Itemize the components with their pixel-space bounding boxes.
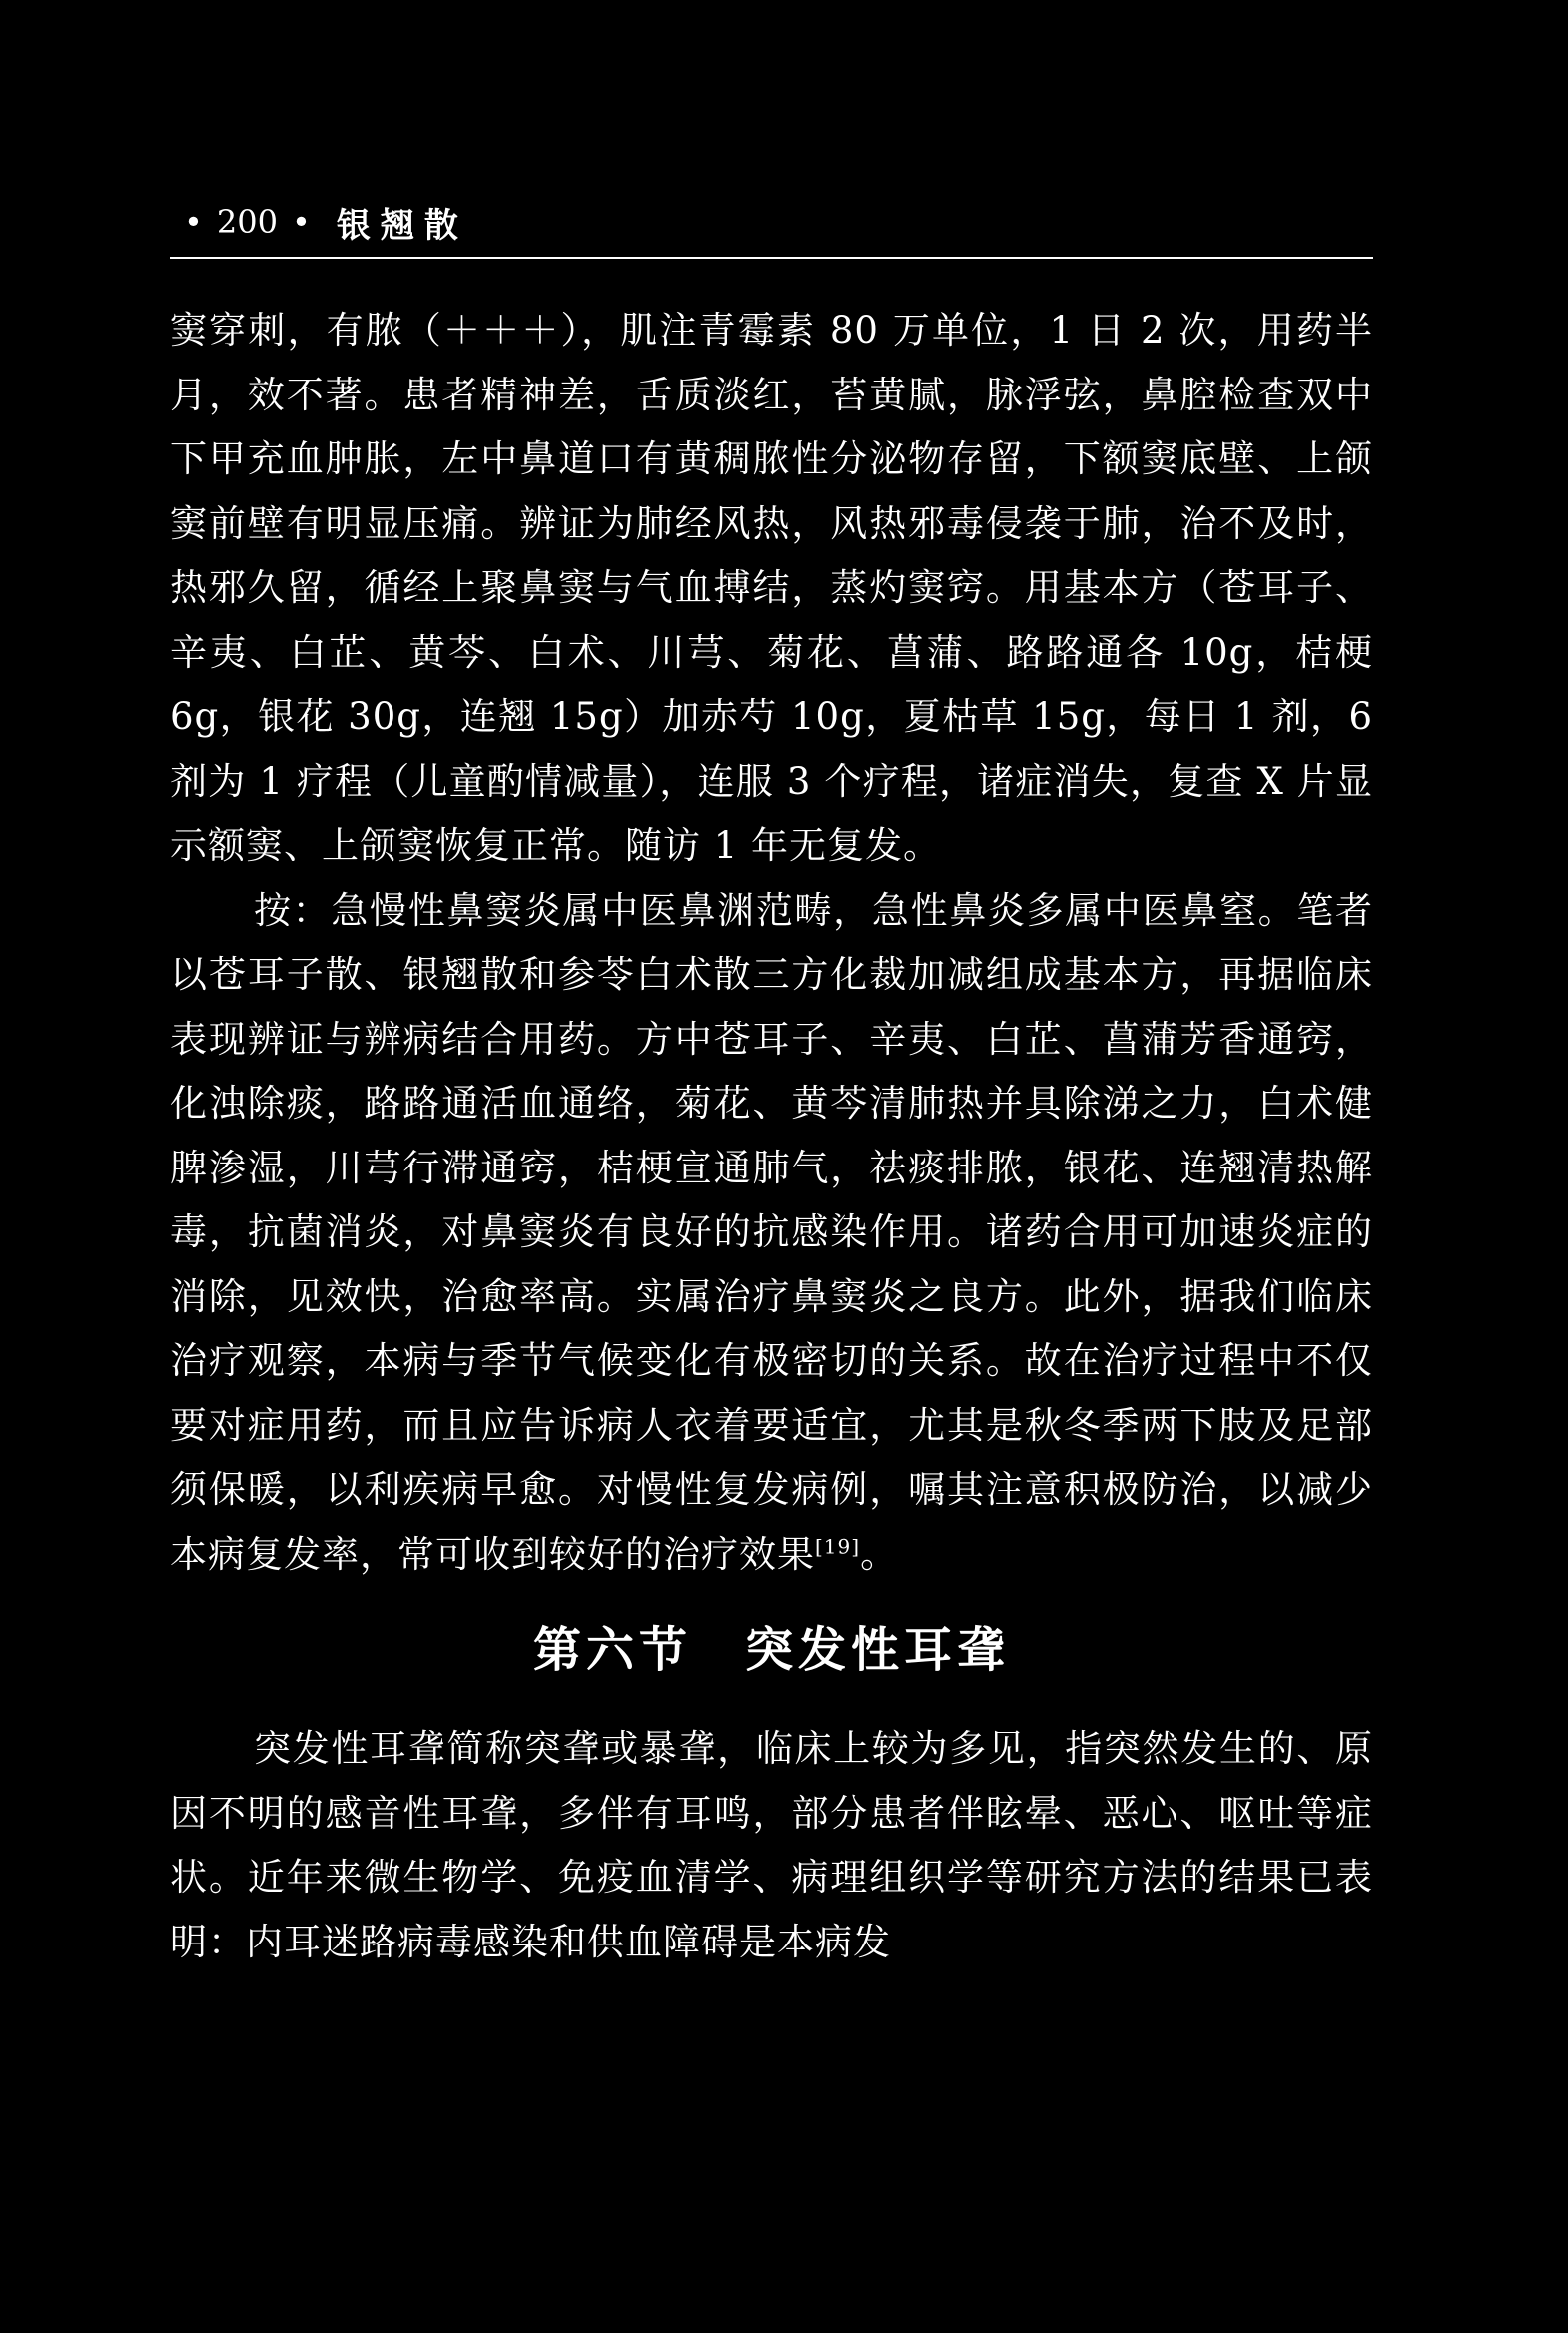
case-paragraph (170, 299, 1373, 879)
paragraph-tail: 。 (860, 1532, 899, 1576)
section-intro-paragraph (170, 1717, 1373, 1974)
page-body (170, 299, 1373, 1974)
paragraph-text: 突发性耳聋简称突聋或暴聋，临床上较为多见，指突然发生的、原因不明的感音性耳聋，多伴有耳鸣，部分患者伴眩晕、恶心、呕吐等症状。近年来微生物学、免疫血清学、病理组织学等研究方法的结果已表明：内耳迷路病毒感染和供血障碍是本病发 (170, 1727, 1373, 1963)
book-title: 银翘散 (336, 205, 468, 246)
citation-marker: [19] (815, 1534, 861, 1559)
paragraph-text: 窦穿刺，有脓（＋＋＋），肌注青霉素 80 万单位，1 日 2 次，用药半月，效不著。患者精神差，舌质淡红，苔黄腻，脉浮弦，鼻腔检查双中下甲充血肿胀，左中鼻道口有黄稠脓性分泌物存留，下额窦底壁、上颌窦前壁有明显压痛。辨证为肺经风热，风热邪毒侵袭于肺，治不及时，热邪久留，循经上聚鼻窦与气血搏结，蒸灼窦窍。用基本方（苍耳子、辛夷、白芷、黄芩、白术、川芎、菊花、菖蒲、路路通各 10g，桔梗 6g，银花 30g，连翘 15g）加赤芍 10g，夏枯草 15g，每日 1 剂，6 剂为 1 疗程（儿童酌情减量），连服 3 个疗程，诸症消失，复查 X 片显示额窦、上颌窦恢复正常。随访 1 年无复发。 (170, 309, 1373, 867)
section-heading: 第六节 突发性耳聋 (532, 1622, 1010, 1678)
commentary-paragraph (170, 879, 1373, 1588)
paragraph-text: 按：急慢性鼻窦炎属中医鼻渊范畴，急性鼻炎多属中医鼻窒。笔者以苍耳子散、银翘散和参苓白术散三方化裁加减组成基本方，再据临床表现辨证与辨病结合用药。方中苍耳子、辛夷、白芷、菖蒲芳香通窍，化浊除痰，路路通活血通络，菊花、黄芩清肺热并具除涕之力，白术健脾渗湿，川芎行滞通窍，桔梗宣通肺气，祛痰排脓，银花、连翘清热解毒，抗菌消炎，对鼻窦炎有良好的抗感染作用。诸药合用可加速炎症的消除，见效快，治愈率高。实属治疗鼻窦炎之良方。此外，据我们临床治疗观察，本病与季节气候变化有极密切的关系。故在治疗过程中不仅要对症用药，而且应告诉病人衣着要适宜，尤其是秋冬季两下肢及足部须保暖，以利疾病早愈。对慢性复发病例，嘱其注意积极防治，以减少本病复发率，常可收到较好的治疗效果 (170, 888, 1373, 1576)
header-rule (170, 257, 1373, 259)
header-separator: • (184, 203, 203, 241)
running-header (170, 196, 1373, 248)
header-separator: • (291, 203, 311, 241)
page-number: 200 (216, 203, 278, 241)
